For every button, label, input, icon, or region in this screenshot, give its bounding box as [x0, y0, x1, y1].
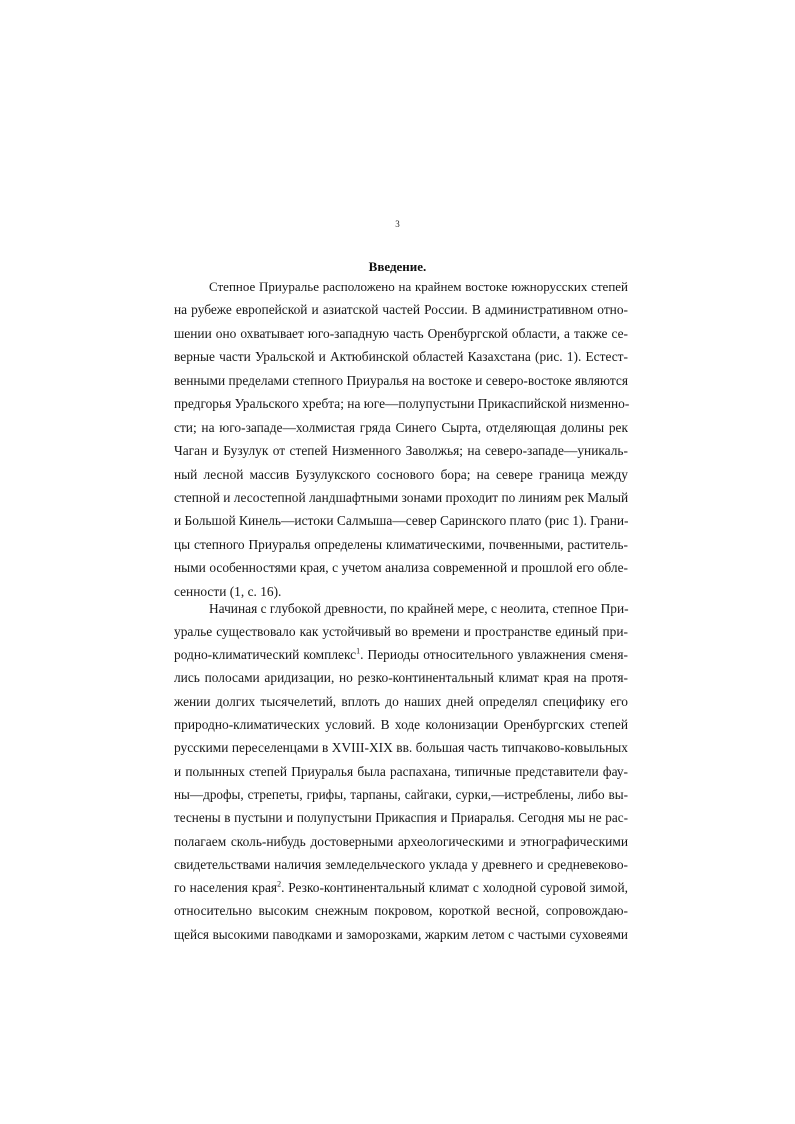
text-line: ны—дрофы, стрепеты, грифы, тарпаны, сайгаки, сурки,—истреблены, либо вы- [174, 787, 628, 802]
text-line: сти; на юго-западе—холмистая гряда Синего Сырта, отделяющая долины рек [174, 420, 628, 435]
text-segment: го населения края [174, 880, 278, 895]
text-line: лись полосами аридизации, но резко-континентальный климат края на протя- [174, 670, 628, 685]
text-line: щейся высокими паводками и заморозками, жарким летом с частыми суховеями [174, 927, 628, 942]
text-segment: . Резко-континентальный климат с холодной суровой зимой, [281, 880, 628, 895]
text-line: шении оно охватывает юго-западную часть Оренбургской области, а также се- [174, 326, 628, 341]
text-line: Степное Приуралье расположено на крайнем востоке южнорусских степей [209, 279, 628, 294]
text-line: Начиная с глубокой древности, по крайней мере, с неолита, степное При- [209, 601, 629, 616]
text-line: венными пределами степного Приуралья на востоке и северо-востоке являются [174, 373, 628, 388]
text-line: жении долгих тысячелетий, вплоть до наших дней определял специфику его [174, 694, 628, 709]
text-line: и полынных степей Приуралья была распахана, типичные представители фау- [174, 764, 628, 779]
text-line: относительно высоким снежным покровом, короткой весной, сопровождаю- [174, 903, 628, 918]
text-line: и Большой Кинель—истоки Салмыша—север Саринского плато (рис 1). Грани- [174, 513, 629, 528]
text-line: полагаем сколь-нибудь достоверными археологическими и этнографическими [174, 834, 628, 849]
text-line: верные части Уральской и Актюбинской областей Казахстана (рис. 1). Естест- [174, 349, 628, 364]
text-line: сенности (1, с. 16). [174, 584, 282, 599]
footnote-ref-2: 2 [277, 879, 282, 889]
page-number: 3 [395, 219, 400, 229]
text-segment: . Периоды относительного увлажнения сменя- [360, 647, 628, 662]
text-line: уралье существовало как устойчивый во времени и пространстве единый при- [174, 624, 628, 639]
text-line: степной и лесостепной ландшафтными зонами проходит по линиям рек Малый [174, 490, 629, 505]
text-segment: родно-климатический комплекс [174, 647, 357, 662]
text-line: ный лесной массив Бузулукского соснового бора; на севере граница между [174, 467, 628, 482]
text-line: цы степного Приуралья определены климатическими, почвенными, раститель- [174, 537, 628, 552]
text-line: ными особенностями края, с учетом анализа современной и прошлой его облe- [174, 560, 628, 575]
text-line: предгорья Уральского хребта; на юге—полупустыни Прикаспийской низменно- [174, 396, 630, 411]
text-line [174, 880, 628, 896]
section-heading: Введение. [368, 259, 427, 274]
text-line [174, 647, 628, 663]
text-line: Чаган и Бузулук от степей Низменного Заволжья; на северо-западе—уникаль- [174, 443, 628, 458]
footnote-ref-1: 1 [356, 646, 361, 656]
text-line: свидетельствами наличия земледельческого уклада у древнего и средневеково- [174, 857, 628, 872]
text-line: русскими переселенцами в XVIII-XIX вв. большая часть типчаково-ковыльных [174, 740, 628, 755]
text-line: теснены в пустыни и полупустыни Прикаспия и Приаралья. Сегодня мы не рас- [174, 810, 628, 825]
text-line: природно-климатических условий. В ходе колонизации Оренбургских степей [174, 717, 628, 732]
text-line: на рубеже европейской и азиатской частей России. В административном отно- [174, 302, 628, 317]
